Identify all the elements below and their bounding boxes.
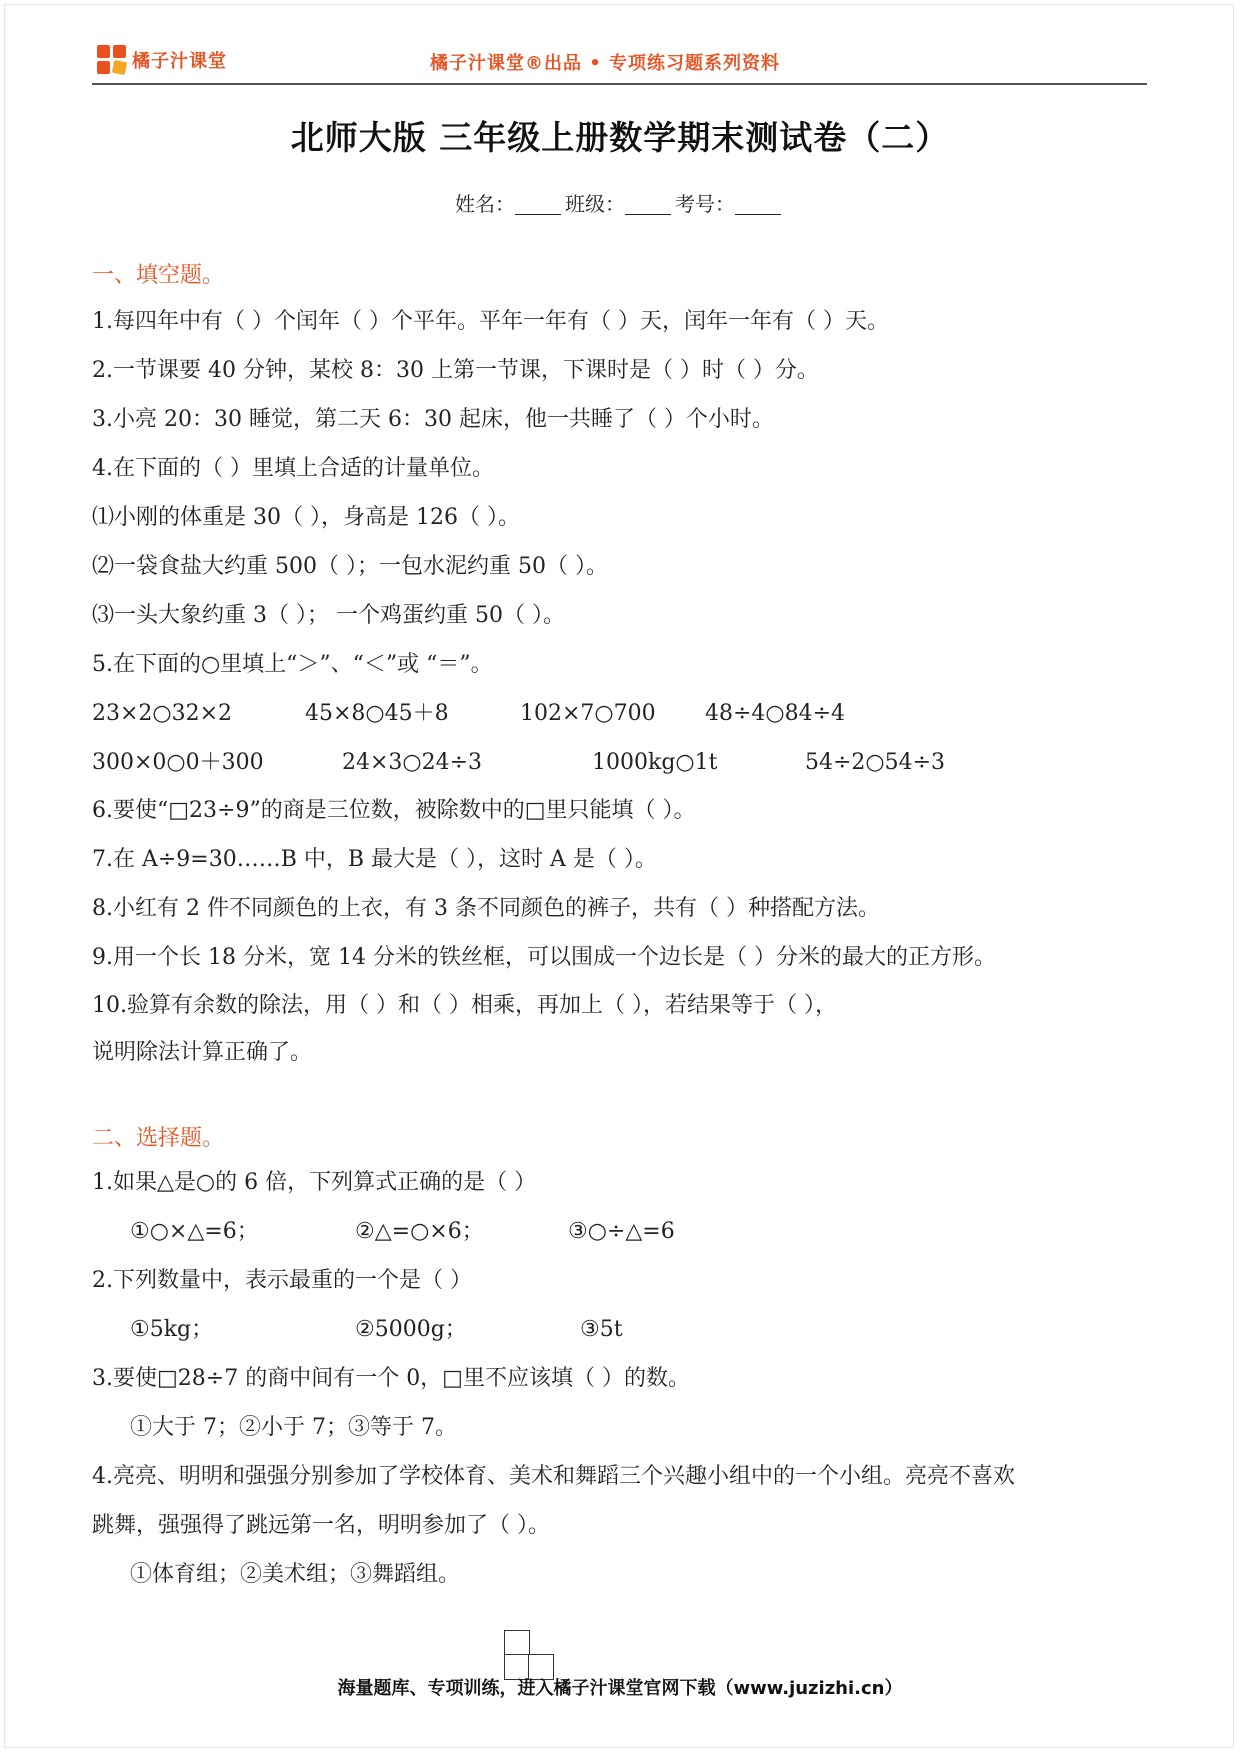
question-line: 8.小红有 2 件不同颜色的上衣，有 3 条不同颜色的裤子，共有（ ）种搭配方法。: [92, 896, 880, 921]
compare-item: 48÷4○84÷4: [705, 701, 846, 726]
question-line: 6.要使“□23÷9”的商是三位数，被除数中的□里只能填（ ）。: [92, 798, 696, 823]
logo: [97, 45, 227, 74]
option-line: ①体育组；②美术组；③舞蹈组。: [130, 1562, 461, 1587]
option-line: ①大于 7；②小于 7；③等于 7。: [130, 1415, 457, 1440]
page-title: 北师大版 三年级上册数学期末测试卷（二）: [290, 118, 950, 157]
compare-item: 300×0○0＋300: [92, 750, 264, 775]
question-line: 2.一节课要 40 分钟，某校 8：30 上第一节课，下课时是（ ）时（ ）分。: [92, 358, 819, 383]
question-line: 5.在下面的○里填上“＞”、“＜”或 “＝”。: [92, 652, 493, 677]
option: ③5t: [580, 1317, 623, 1342]
class-blank[interactable]: [625, 194, 671, 215]
compare-item: 102×7○700: [520, 701, 656, 726]
student-info: [0, 188, 1240, 217]
question-line: 3.小亮 20：30 睡觉，第二天 6：30 起床，他一共睡了（ ）个小时。: [92, 407, 774, 432]
option: ①○×△=6；: [130, 1219, 259, 1244]
compare-item: 54÷2○54÷3: [805, 750, 946, 775]
question-line: 10.验算有余数的除法，用（ ）和（ ）相乘，再加上（ ），若结果等于（ ），: [92, 993, 837, 1018]
option: ③○÷△=6: [568, 1219, 675, 1244]
header-tagline: 橘子汁课堂®出品 • 专项练习题系列资料: [430, 53, 781, 74]
compare-item: 23×2○32×2: [92, 701, 233, 726]
compare-item: 45×8○45＋8: [305, 701, 449, 726]
question-line: 4.亮亮、明明和强强分别参加了学校体育、美术和舞蹈三个兴趣小组中的一个小组。亮亮不喜欢: [92, 1464, 1015, 1489]
question-line: ⑵一袋食盐大约重 500（ ）；一包水泥约重 50（ ）。: [92, 554, 608, 579]
question-line: 2.下列数量中，表示最重的一个是（ ）: [92, 1268, 472, 1293]
section-2-heading: 二、选择题。: [92, 1126, 225, 1151]
question-line: ⑶一头大象约重 3（ ）； 一个鸡蛋约重 50（ ）。: [92, 603, 565, 628]
number-label: 考号：: [675, 192, 735, 216]
logo-text: 橘子汁课堂: [132, 50, 227, 72]
name-blank[interactable]: [515, 194, 561, 215]
question-line: 跳舞，强强得了跳远第一名，明明参加了（ ）。: [92, 1513, 550, 1538]
compare-item: 1000kg○1t: [592, 750, 718, 775]
question-line: 9.用一个长 18 分米，宽 14 分米的铁丝框，可以围成一个边长是（ ）分米的最大的正方形。: [92, 945, 996, 970]
question-line: 3.要使□28÷7 的商中间有一个 0，□里不应该填（ ）的数。: [92, 1366, 690, 1391]
name-label: 姓名：: [455, 192, 515, 216]
question-line: ⑴小刚的体重是 30（ ），身高是 126（ ）。: [92, 505, 520, 530]
header-divider: [92, 83, 1147, 85]
footer-text: 海量题库、专项训练，进入橘子汁课堂官网下载（www.juzizhi.cn）: [337, 1678, 903, 1699]
question-line: 1.如果△是○的 6 倍，下列算式正确的是（ ）: [92, 1170, 537, 1195]
question-line: 1.每四年中有（ ）个闰年（ ）个平年。平年一年有（ ）天，闰年一年有（ ）天。: [92, 309, 889, 334]
number-blank[interactable]: [735, 194, 781, 215]
option: ①5kg；: [130, 1317, 214, 1342]
class-label: 班级：: [565, 192, 625, 216]
section-1-heading: 一、填空题。: [92, 263, 225, 288]
question-line: 4.在下面的（ ）里填上合适的计量单位。: [92, 456, 494, 481]
compare-item: 24×3○24÷3: [342, 750, 483, 775]
question-line: 7.在 A÷9=30……B 中，B 最大是（ ），这时 A 是（ ）。: [92, 847, 657, 872]
option: ②△=○×6；: [355, 1219, 484, 1244]
question-line: 说明除法计算正确了。: [92, 1040, 313, 1065]
logo-icon: [97, 45, 126, 74]
option: ②5000g；: [355, 1317, 467, 1342]
